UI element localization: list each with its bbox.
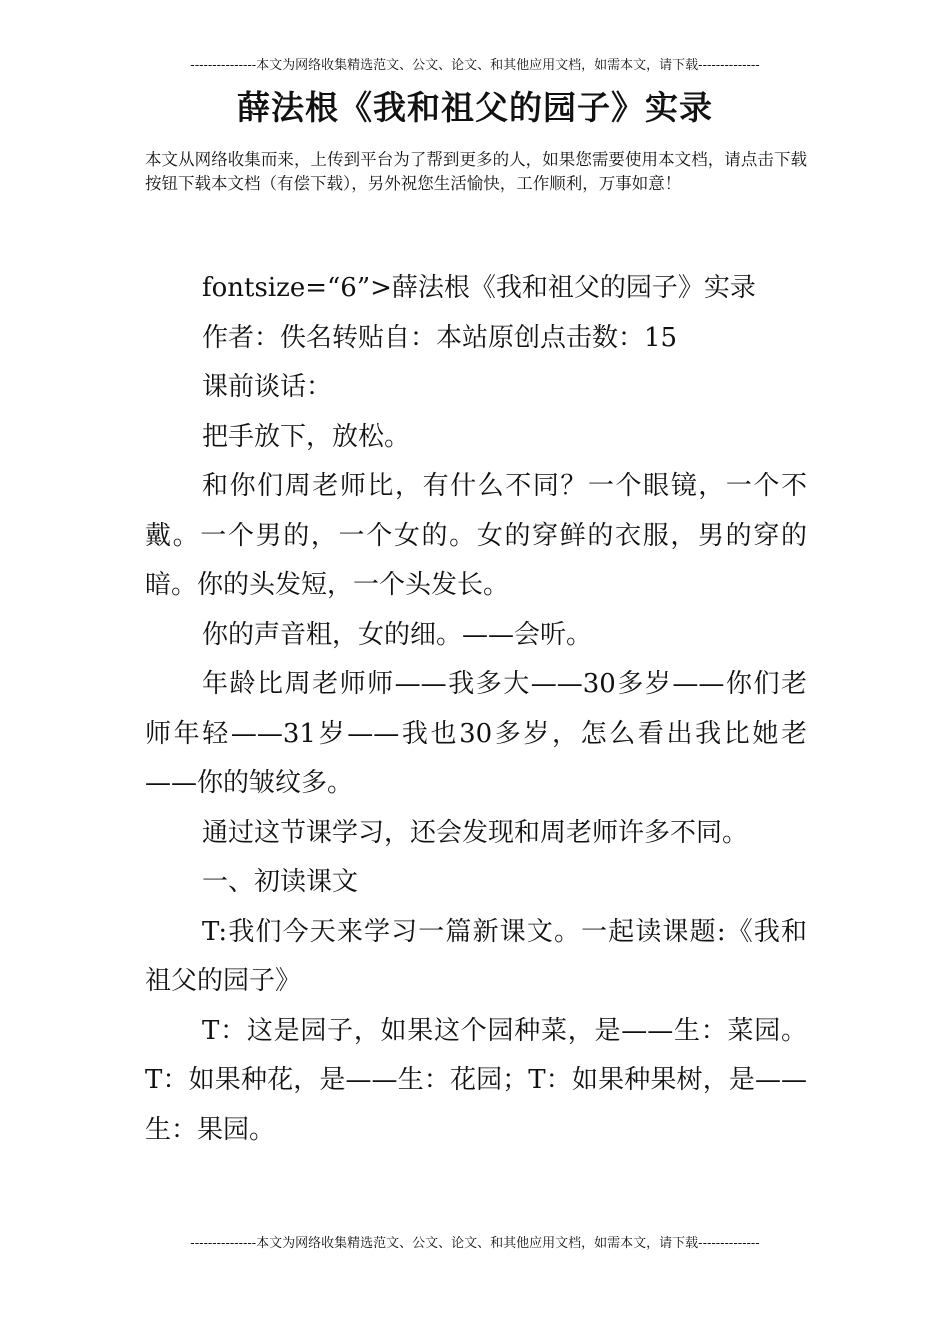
body-paragraph-3: 课前谈话： (202, 372, 333, 402)
body-paragraph-5: 和你们周老师比，有什么不同？一个眼镜，一个不戴。一个男的，一个女的。女的穿鲜的衣服，男的穿的暗。你的头发短，一个头发长。 (145, 471, 807, 600)
intro-paragraph: 本文从网络收集而来，上传到平台为了帮到更多的人，如果您需要使用本文档，请点击下载按钮下载本文档（有偿下载），另外祝您生活愉快，工作顺利，万事如意！ (145, 150, 807, 193)
body-paragraph-1: fontsize=“6”>薛法根《我和祖父的园子》实录 (202, 273, 756, 303)
body-paragraph-11: T：这是园子，如果这个园种菜，是——生：菜园。T：如果种花，是——生：花园；T：如果种果树，是——生：果园。 (145, 1015, 807, 1145)
footer-note: ---------------本文为网络收集精选范文、公文、论文、和其他应用文档，如需本文，请下载-------------- (190, 1236, 760, 1251)
body-paragraph-4: 把手放下，放松。 (202, 421, 411, 452)
body-paragraph-2: 作者：佚名转贴自：本站原创点击数：15 (202, 322, 678, 353)
document-body (145, 264, 807, 1155)
header-note: ---------------本文为网络收集精选范文、公文、论文、和其他应用文档，如需本文，请下载-------------- (190, 58, 760, 73)
body-paragraph-10: T:我们今天来学习一篇新课文。一起读课题:《我和祖父的园子》 (145, 916, 807, 996)
body-paragraph-6: 你的声音粗，女的细。——会听。 (202, 619, 593, 650)
body-paragraph-7: 年龄比周老师师——我多大——30多岁——你们老师年轻——31岁——我也30多岁，怎么看出我比她老——你的皱纹多。 (145, 669, 807, 798)
body-paragraph-9: 一、初读课文 (202, 867, 359, 897)
document-title: 薛法根《我和祖父的园子》实录 (237, 88, 713, 127)
body-paragraph-8: 通过这节课学习，还会发现和周老师许多不同。 (202, 817, 749, 848)
